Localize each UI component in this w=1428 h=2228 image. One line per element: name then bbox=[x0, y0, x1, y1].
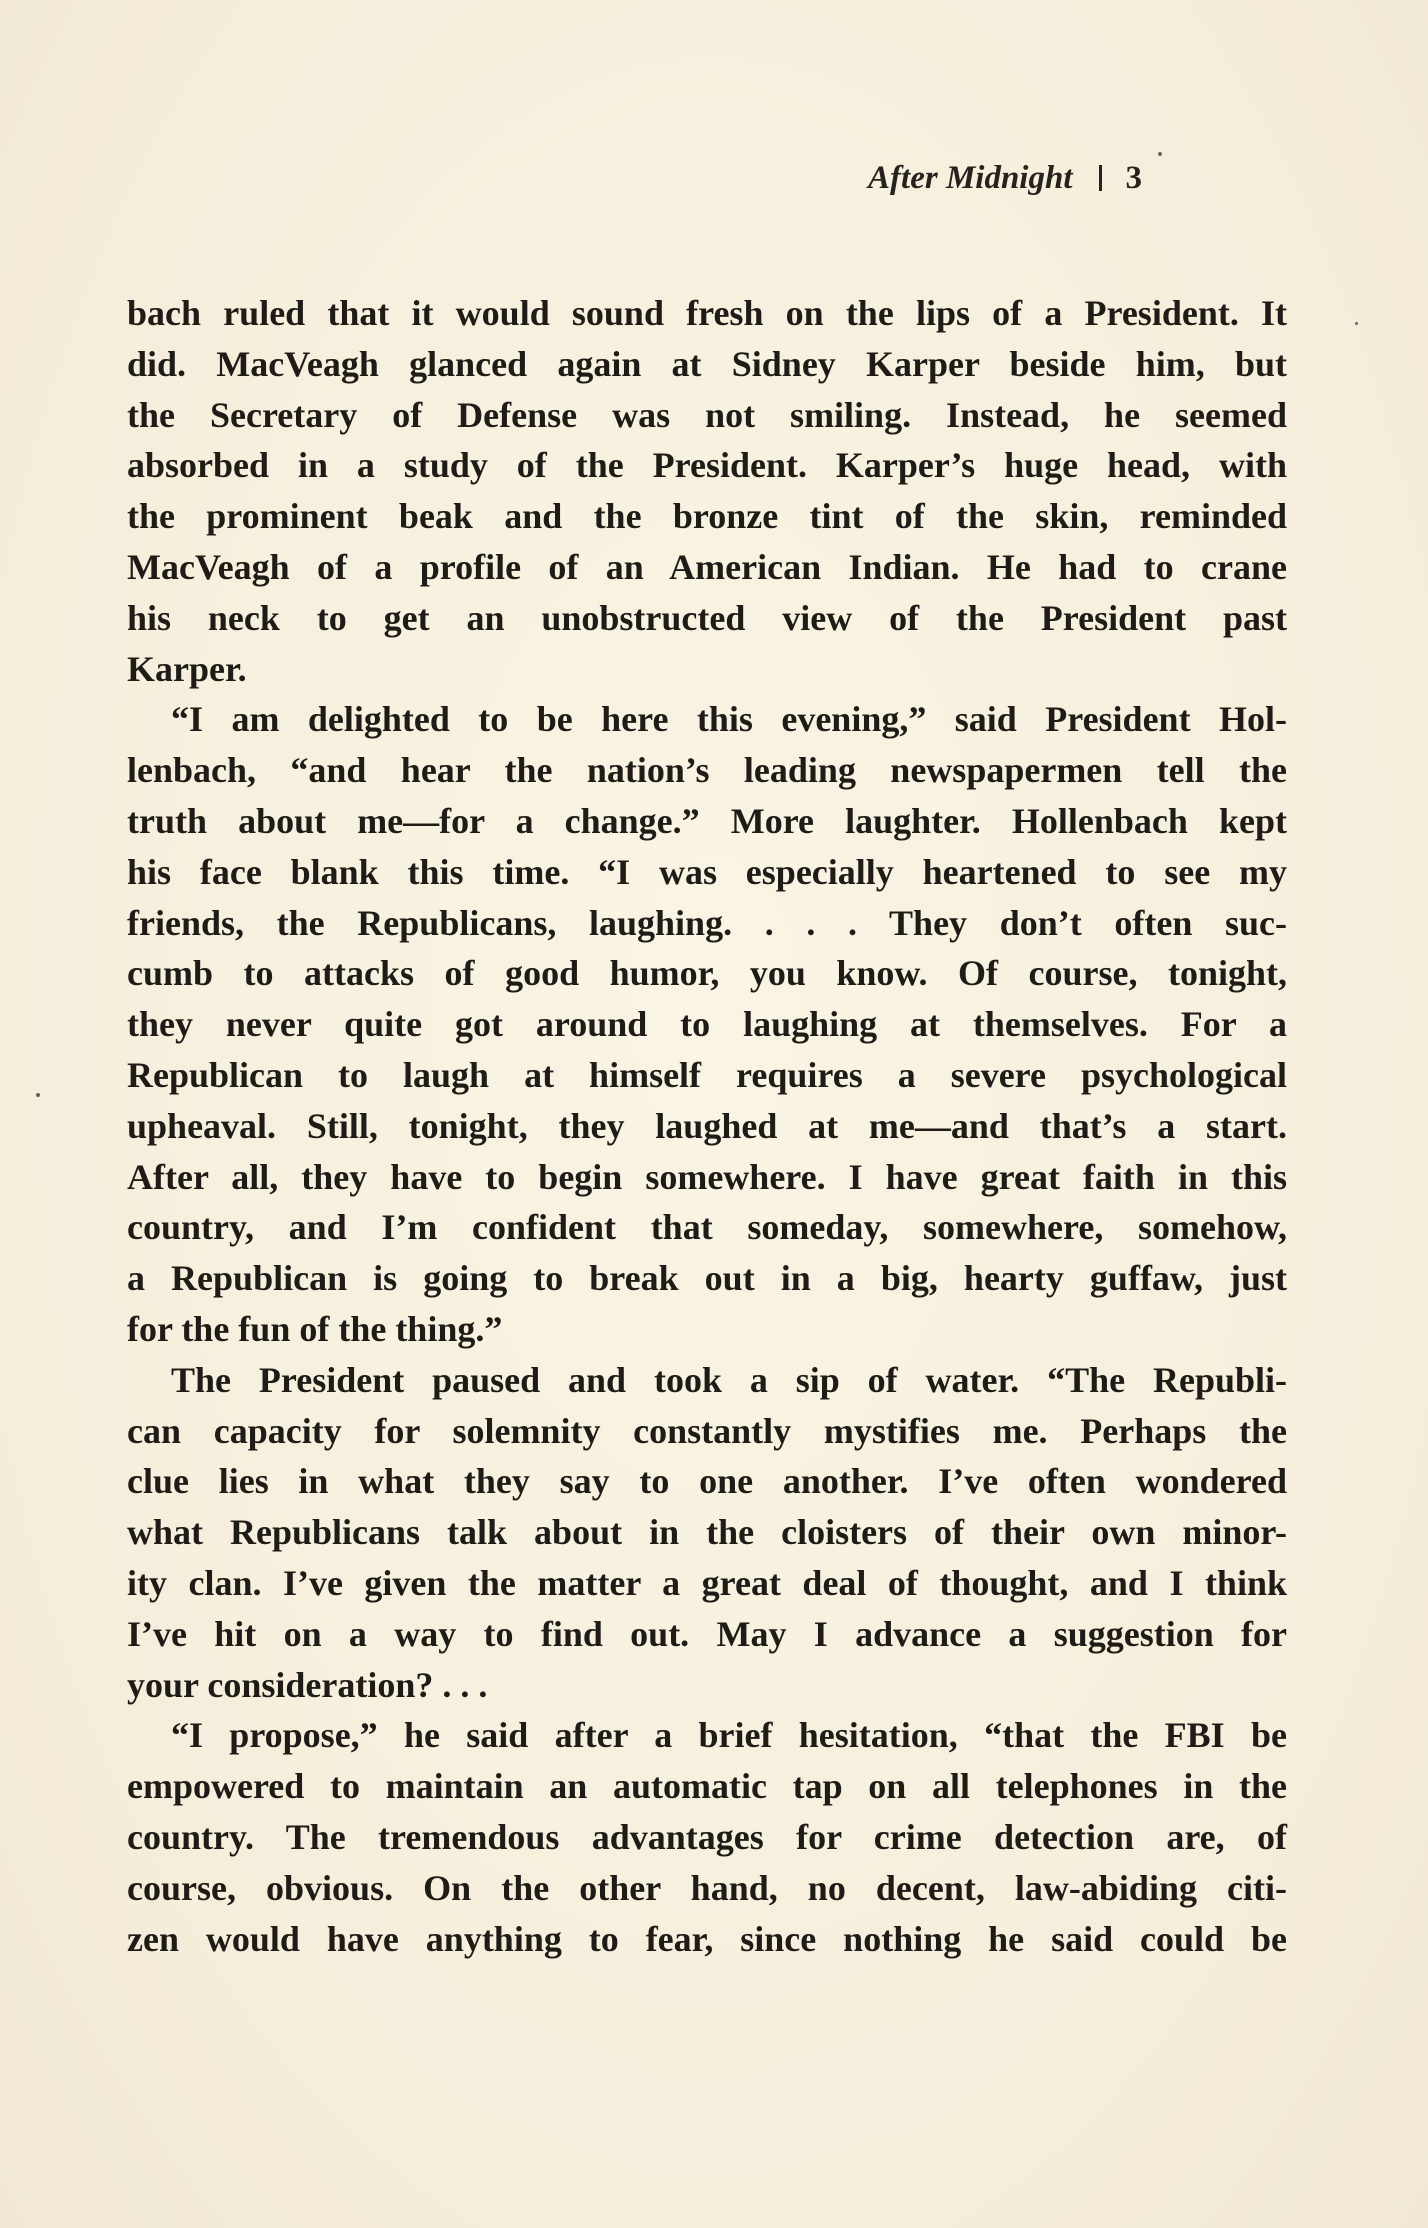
page-number: 3 bbox=[1125, 160, 1142, 196]
text-line: upheaval. Still, tonight, they laughed at me—and that’s a start. bbox=[127, 1105, 1287, 1146]
text-line: country, and I’m confident that someday, somewhere, somehow, bbox=[127, 1207, 1287, 1248]
text-line: empowered to maintain an automatic tap on all telephones in the bbox=[127, 1766, 1287, 1807]
running-title: After Midnight bbox=[868, 160, 1073, 196]
text-line: “I propose,” he said after a brief hesitation, “that the FBI be bbox=[171, 1715, 1287, 1756]
text-line: “I am delighted to be here this evening,” said President Hol- bbox=[171, 699, 1287, 740]
text-line: The President paused and took a sip of water. “The Republi- bbox=[171, 1359, 1287, 1400]
text-line: After all, they have to begin somewhere. I have great faith in this bbox=[127, 1156, 1287, 1197]
text-line: truth about me—for a change.” More laughter. Hollenbach kept bbox=[127, 800, 1287, 841]
text-line: can capacity for solemnity constantly mystifies me. Perhaps the bbox=[127, 1410, 1287, 1451]
text-line: lenbach, “and hear the nation’s leading newspapermen tell the bbox=[127, 750, 1287, 791]
text-line: zen would have anything to fear, since nothing he said could be bbox=[127, 1918, 1287, 1959]
paper-speck bbox=[1355, 322, 1358, 325]
text-line: course, obvious. On the other hand, no decent, law-abiding citi- bbox=[127, 1867, 1287, 1908]
text-line: cumb to attacks of good humor, you know. Of course, tonight, bbox=[127, 953, 1287, 994]
text-line: your consideration? . . . bbox=[127, 1664, 488, 1705]
text-line: I’ve hit on a way to find out. May I advance a suggestion for bbox=[127, 1613, 1287, 1654]
text-line: absorbed in a study of the President. Karper’s huge head, with bbox=[127, 445, 1287, 486]
text-line: the Secretary of Defense was not smiling. Instead, he seemed bbox=[127, 394, 1287, 435]
paper-speck bbox=[36, 1093, 40, 1097]
body-text bbox=[127, 288, 1287, 1964]
text-line: bach ruled that it would sound fresh on the lips of a President. It bbox=[127, 293, 1287, 333]
text-line: ity clan. I’ve given the matter a great deal of thought, and I think bbox=[127, 1562, 1287, 1603]
text-line: his face blank this time. “I was especially heartened to see my bbox=[127, 851, 1287, 892]
paper-speck bbox=[1158, 152, 1162, 156]
text-line: country. The tremendous advantages for crime detection are, of bbox=[127, 1816, 1287, 1857]
text-line: Republican to laugh at himself requires a severe psychological bbox=[127, 1054, 1287, 1095]
text-line: what Republicans talk about in the cloisters of their own minor- bbox=[127, 1512, 1287, 1553]
running-header bbox=[868, 160, 1142, 197]
text-line: did. MacVeagh glanced again at Sidney Karper beside him, but bbox=[127, 343, 1287, 384]
header-separator bbox=[1099, 165, 1102, 191]
text-line: clue lies in what they say to one another. I’ve often wondered bbox=[127, 1461, 1287, 1502]
text-line: his neck to get an unobstructed view of the President past bbox=[127, 597, 1287, 638]
text-line: they never quite got around to laughing at themselves. For a bbox=[127, 1004, 1287, 1045]
text-line: a Republican is going to break out in a big, hearty guffaw, just bbox=[127, 1258, 1287, 1299]
text-line: for the fun of the thing.” bbox=[127, 1308, 503, 1349]
text-line: the prominent beak and the bronze tint of the skin, reminded bbox=[127, 496, 1287, 537]
text-line: MacVeagh of a profile of an American Indian. He had to crane bbox=[127, 546, 1287, 587]
text-line: friends, the Republicans, laughing. . . . They don’t often suc- bbox=[127, 902, 1287, 943]
text-line: Karper. bbox=[127, 648, 247, 689]
